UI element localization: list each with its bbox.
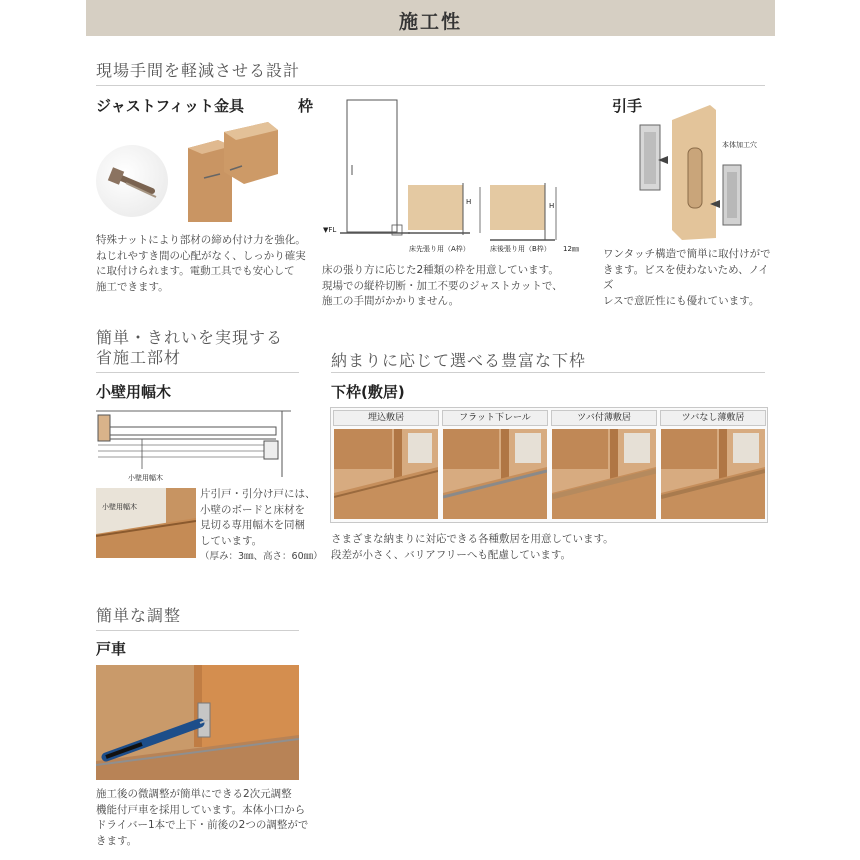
skirting-description bbox=[200, 487, 323, 565]
section-title-easy-clean bbox=[96, 328, 283, 368]
sill-table bbox=[330, 407, 768, 523]
handle-description bbox=[603, 247, 773, 309]
text-line: 施工できます。 bbox=[96, 280, 169, 293]
sill-col-flanged: ツバ付薄敷居 bbox=[551, 410, 657, 426]
text-line: に取付けられます。電動工具でも安心して bbox=[96, 265, 295, 277]
sill-photo-flanged bbox=[552, 429, 656, 519]
h-label-a: H bbox=[466, 198, 472, 206]
handle-hole-label: 本体加工穴 bbox=[722, 141, 757, 149]
text-line: しています。 bbox=[200, 534, 263, 547]
nut-photo bbox=[96, 145, 168, 217]
sill-description bbox=[331, 532, 761, 563]
text-line: 段差が小さく、バリアフリーへも配慮しています。 bbox=[331, 548, 572, 561]
text-line: さまざまな納まりに対応できる各種敷居を用意しています。 bbox=[331, 533, 614, 545]
section-divider bbox=[96, 85, 765, 86]
sill-photo-flat-rail bbox=[443, 429, 547, 519]
sill-col-flat-rail: フラット下レール bbox=[442, 410, 548, 426]
frame-description bbox=[322, 263, 597, 310]
text-line: きます。 bbox=[96, 834, 138, 847]
h-label-b: H bbox=[549, 202, 555, 210]
text-line: ドライバー1本で上下・前後の2つの調整がで bbox=[96, 819, 309, 831]
section-divider bbox=[96, 630, 299, 631]
skirting-diagram bbox=[96, 405, 296, 477]
frame-a-label: 床先張り用（A枠） bbox=[409, 245, 470, 253]
fitting-photo bbox=[184, 118, 294, 222]
mm-label: 12㎜ bbox=[563, 245, 579, 253]
text-line: レスで意匠性にも優れています。 bbox=[603, 294, 760, 307]
text-line: 片引戸・引分け戸には、 bbox=[200, 488, 316, 500]
roller-photo bbox=[96, 665, 299, 780]
nut-icon bbox=[96, 145, 168, 217]
text-line: ねじれやすき間の心配がなく、しっかり確実 bbox=[96, 249, 306, 262]
text-line: 施工後の微調整が簡単にできる2次元調整 bbox=[96, 788, 292, 800]
sill-photo-embedded bbox=[334, 429, 438, 519]
section-title-adjustment: 簡単な調整 bbox=[96, 606, 182, 625]
frame-heading: 枠 bbox=[298, 97, 314, 115]
section-divider bbox=[331, 372, 765, 373]
sill-col-embedded: 埋込敷居 bbox=[333, 410, 439, 426]
title-line: 省施工部材 bbox=[96, 348, 182, 367]
handle-heading: 引手 bbox=[612, 97, 643, 115]
header-banner bbox=[86, 0, 775, 36]
handle-diagram bbox=[630, 100, 770, 245]
text-line: 特殊ナットにより部材の締め付け力を強化。 bbox=[96, 234, 306, 246]
text-line: きます。ビスを使わないため、ノイズ bbox=[603, 263, 769, 291]
text-line: ワンタッチ構造で簡単に取付けがで bbox=[603, 248, 771, 260]
text-line: 現場での縦枠切断・加工不要のジャストカットで、 bbox=[322, 279, 563, 292]
fitting-description bbox=[96, 233, 311, 295]
sill-col-flangeless: ツバなし薄敷居 bbox=[660, 410, 766, 426]
frame-diagram bbox=[320, 95, 605, 260]
skirting-photo-label: 小壁用幅木 bbox=[102, 503, 137, 511]
text-line: 床の張り方に応じた2種類の枠を用意しています。 bbox=[322, 264, 559, 276]
title-line: 簡単・きれいを実現する bbox=[96, 328, 284, 347]
section-title-sills: 納まりに応じて選べる豊富な下枠 bbox=[331, 351, 587, 370]
skirting-photo bbox=[96, 488, 196, 558]
fl-label: ▼FL bbox=[323, 226, 337, 234]
frame-b-label: 床後張り用（B枠） bbox=[490, 245, 551, 253]
sill-heading: 下枠(敷居) bbox=[331, 383, 405, 401]
fitting-heading: ジャストフィット金具 bbox=[96, 97, 245, 115]
text-line: （厚み：3㎜、高さ：60㎜） bbox=[200, 551, 323, 562]
sill-photo-flangeless bbox=[661, 429, 765, 519]
section-divider bbox=[96, 372, 299, 373]
text-line: 見切る専用幅木を同梱 bbox=[200, 519, 305, 531]
skirting-heading: 小壁用幅木 bbox=[96, 383, 172, 401]
skirting-diagram-label: 小壁用幅木 bbox=[128, 474, 163, 482]
roller-description bbox=[96, 787, 311, 849]
text-line: 機能付戸車を採用しています。本体小口から bbox=[96, 803, 306, 816]
text-line: 施工の手間がかかりません。 bbox=[322, 295, 460, 307]
section-title-reduce-labor: 現場手間を軽減させる設計 bbox=[96, 61, 301, 80]
roller-heading: 戸車 bbox=[96, 640, 127, 658]
text-line: 小壁のボードと床材を bbox=[200, 503, 305, 516]
banner-title: 施工性 bbox=[398, 11, 462, 33]
